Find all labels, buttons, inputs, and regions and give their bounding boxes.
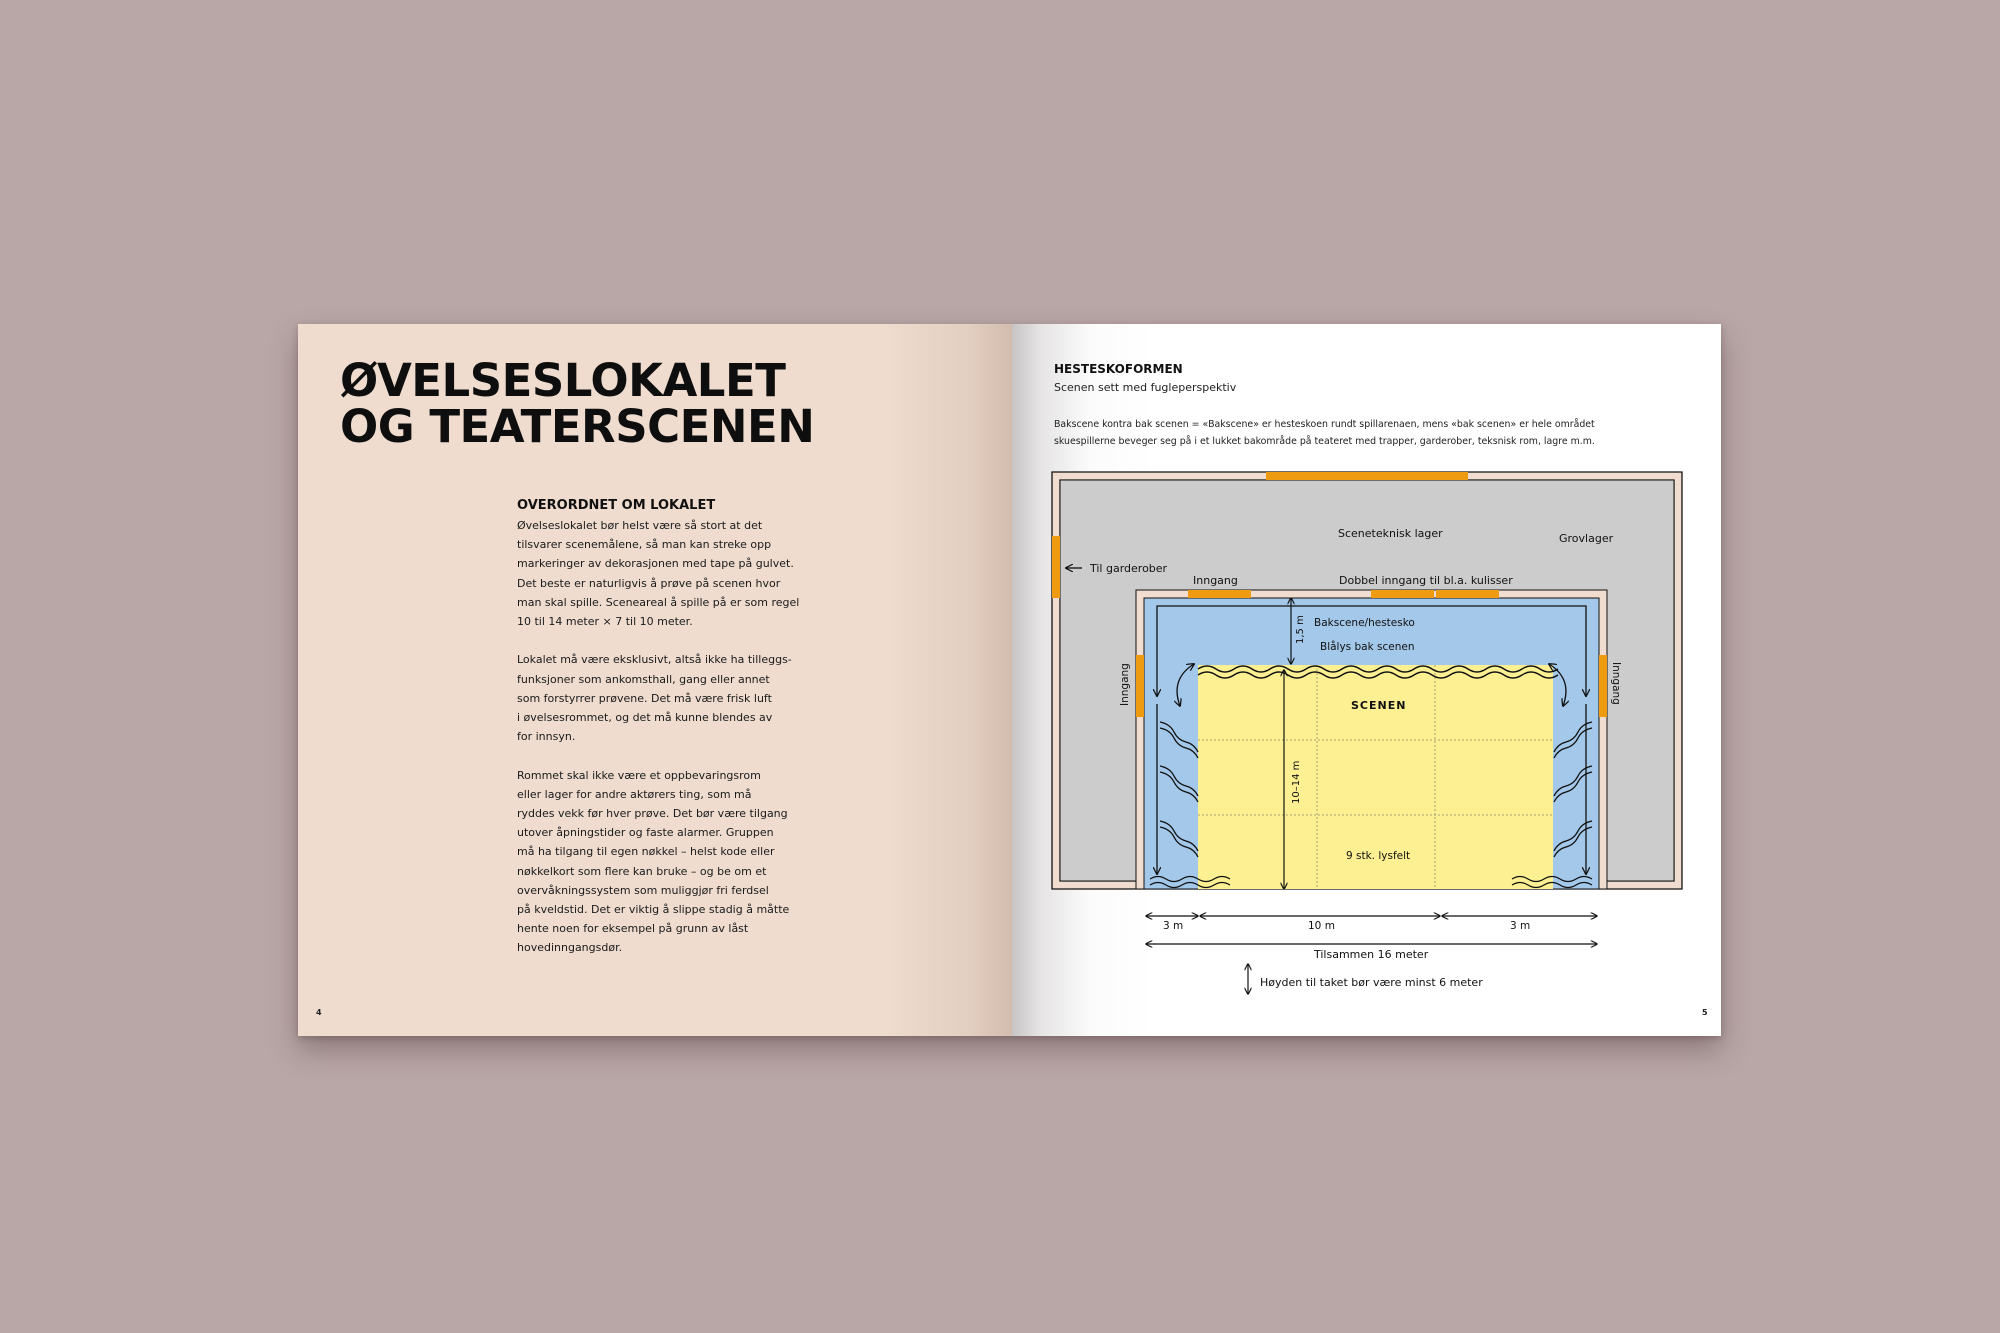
label-dim-10: 10 m [1308,920,1335,932]
label-double-entrance: Dobbel inngang til bl.a. kulisser [1339,574,1513,587]
diagram-subtitle: Scenen sett med fugleperspektiv [1054,381,1237,394]
section-heading: OVERORDNET OM LOKALET [517,498,716,513]
text-line: på kveldstid. Det er viktig å slippe stadig å måtte [517,903,790,917]
door-double-a [1371,590,1434,598]
text-line: eller lager for andre aktørers ting, som må [517,787,752,801]
text-line: 10 til 14 meter × 7 til 10 meter. [517,615,693,629]
text-line: tilsvarer scenemålene, så man kan streke opp [517,538,772,552]
text-line: man skal spille. Sceneareal å spille på er som regel [517,595,800,609]
text-line: Rommet skal ikke være et oppbevaringsrom [517,768,761,782]
label-stage: SCENEN [1351,699,1407,712]
right-page [1012,324,1721,1036]
label-to-dressing: Til garderober [1090,562,1168,575]
label-entrance-top: Inngang [1193,574,1238,587]
paragraph-gap [517,746,807,765]
text-line: utover åpningstider og faste alarmer. Gruppen [517,826,774,840]
text-line: funksjoner som ankomsthall, gang eller annet [517,672,770,686]
label-backstage: Bakscene/hestesko [1314,617,1415,629]
text-line: Det beste er naturligvis å prøve på scenen hvor [517,576,781,590]
label-rough-storage: Grovlager [1559,532,1614,545]
text-line: hovedinngangsdør. [517,941,623,955]
text-line: markeringer av dekorasjonen med tape på gulvet. [517,557,794,571]
label-total: Tilsammen 16 meter [1314,948,1429,961]
description-line: Bakscene kontra bak scenen = «Bakscene» er hesteskoen rundt spillarenaen, mens «bak scenen» er hele området [1054,419,1595,430]
text-line: ryddes vekk før hver prøve. Det bør være tilgang [517,807,788,821]
door-inner-right [1599,655,1607,717]
text-line: for innsyn. [517,730,576,744]
text-line: nøkkelkort som flere kan bruke – og be om et [517,864,767,878]
label-entrance-right: Inngang [1610,662,1622,705]
label-storage: Sceneteknisk lager [1338,527,1443,540]
label-lightfields: 9 stk. lysfelt [1346,850,1411,862]
title-line: OG TEATERSCENEN [340,400,815,453]
label-dim-3b: 3 m [1510,920,1531,932]
label-dim-depth: 10–14 m [1291,760,1302,804]
label-entrance-left: Inngang [1119,663,1131,706]
door-top [1266,472,1468,480]
left-page [298,324,1012,1036]
label-blue-light: Blålys bak scenen [1320,641,1415,653]
door-inner-top [1188,590,1251,598]
book-spread [298,324,1721,1036]
text-line: Øvelseslokalet bør helst være så stort at det [517,519,763,532]
page-title [340,354,815,453]
body-text [517,516,807,958]
door-inner-left [1136,655,1144,717]
title-line: ØVELSESLOKALET [340,354,786,407]
door-left [1052,536,1060,598]
page-number: 4 [316,1008,322,1017]
description-line: skuespillerne beveger seg på i et lukket bakområde på teateret med trapper, garderober, teksnisk rom, lagre m.m. [1054,436,1595,447]
floor-plan-diagram [1012,324,1721,1036]
text-line: overvåkningssystem som muliggjør fri ferdsel [517,883,769,897]
text-line: i øvelsesrommet, og det må kunne blendes av [517,711,773,725]
text-line: hente noen for eksempel på grunn av låst [517,922,749,936]
text-line: må ha tilgang til egen nøkkel – helst kode eller [517,845,775,859]
diagram-title: HESTESKOFORMEN [1054,362,1183,376]
text-line: Lokalet må være eksklusivt, altså ikke ha tilleggs- [517,653,792,667]
label-height-note: Høyden til taket bør være minst 6 meter [1260,976,1483,989]
paragraph-gap [517,631,807,650]
text-line: som forstyrrer prøvene. Det må være frisk luft [517,691,772,705]
label-dim-3a: 3 m [1163,920,1184,932]
page-number: 5 [1702,1008,1708,1017]
door-double-b [1436,590,1499,598]
label-dim-15: 1,5 m [1295,615,1306,644]
